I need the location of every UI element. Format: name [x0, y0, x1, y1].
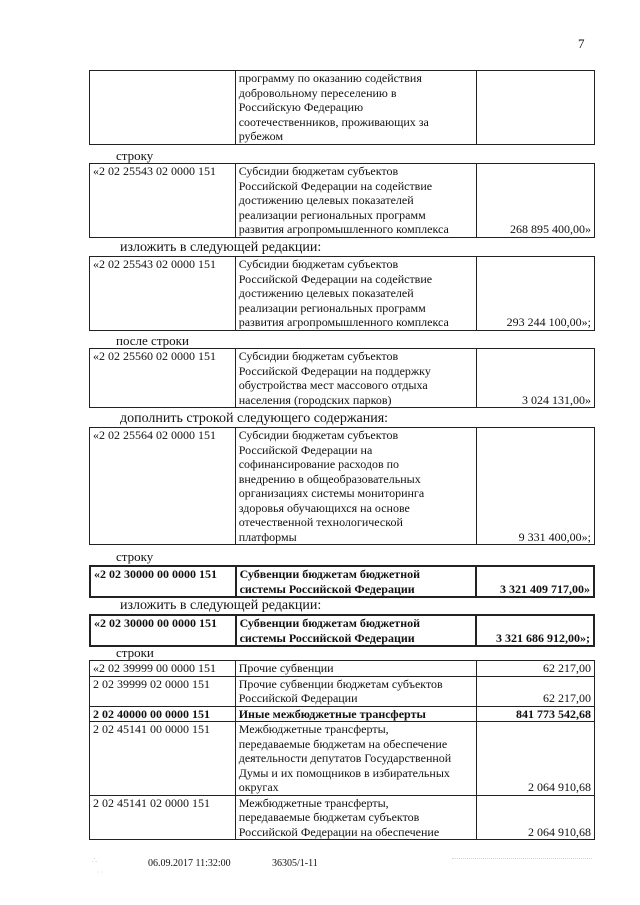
- table-row-25560: [89, 348, 595, 408]
- description-cell: Прочие субвенции бюджетам субъектов Российской Федерации: [235, 676, 476, 706]
- amount-cell: 841 773 542,68: [476, 706, 594, 722]
- description-cell: Субвенции бюджетам бюджетной системы Российской Федерации: [236, 566, 476, 597]
- description-cell: Межбюджетные трансферты, передаваемые бюджетам субъектов Российской Федерации на обеспечение: [235, 795, 476, 840]
- amount-cell: 62 217,00: [476, 661, 594, 677]
- code-cell: 2 02 39999 02 0000 151: [90, 676, 236, 706]
- table-row: [90, 428, 595, 545]
- amount-cell: 9 331 400,00»;: [476, 428, 594, 545]
- instruction-label: строку: [116, 148, 154, 163]
- code-cell: «2 02 25543 02 0000 151: [90, 164, 236, 238]
- amount-cell: [476, 71, 594, 145]
- code-cell: «2 02 25560 02 0000 151: [90, 349, 236, 408]
- footer-datetime: 06.09.2017 11:32:00: [148, 858, 231, 869]
- amount-cell: 2 064 910,68: [476, 722, 594, 796]
- instruction-label: строку: [116, 549, 154, 564]
- table-new-row-25543: [89, 256, 595, 331]
- description-cell: программу по оказанию содействия добровольному переселению в Российскую Федерацию соотечественников, проживающих за рубежом: [235, 71, 476, 145]
- instruction-label: строки: [116, 645, 154, 660]
- table-row: [90, 661, 595, 677]
- table-row: [90, 257, 595, 331]
- table-row: [90, 164, 595, 238]
- description-cell: Субсидии бюджетам субъектов Российской Федерации на поддержку обустройства мест массового отдыха населения (городских парков): [235, 349, 476, 408]
- amount-cell: 3 321 409 717,00»: [476, 566, 595, 597]
- code-cell: 2 02 40000 00 0000 151: [90, 706, 236, 722]
- description-cell: Прочие субвенции: [235, 661, 476, 677]
- table-row: [90, 722, 595, 796]
- instruction-label: дополнить строкой следующего содержания:: [120, 411, 389, 426]
- code-cell: [90, 71, 236, 145]
- code-cell: «2 02 30000 00 0000 151: [90, 566, 236, 597]
- instruction-label: изложить в следующей редакции:: [120, 598, 322, 613]
- amount-cell: 62 217,00: [476, 676, 594, 706]
- table-row: [90, 706, 595, 722]
- code-cell: «2 02 25564 02 0000 151: [90, 428, 236, 545]
- table-row: [90, 566, 594, 597]
- scan-mark: [452, 858, 592, 860]
- code-cell: «2 02 30000 00 0000 151: [90, 615, 236, 646]
- scan-mark: ∴: [92, 856, 98, 865]
- description-cell: Иные межбюджетные трансферты: [235, 706, 476, 722]
- amount-cell: 3 321 686 912,00»;: [476, 615, 595, 646]
- amount-cell: 268 895 400,00»: [476, 164, 594, 238]
- table-row: [90, 349, 595, 408]
- description-cell: Субсидии бюджетам субъектов Российской Федерации на содействие достижению целевых показателей реализации региональных программ развития агропромышленного комплекса: [235, 257, 476, 331]
- table-continuation: [89, 70, 595, 145]
- description-cell: Межбюджетные трансферты, передаваемые бюджетам на обеспечение деятельности депутатов Государственной Думы и их помощников в избирательных округах: [235, 722, 476, 796]
- instruction-label: изложить в следующей редакции:: [120, 240, 322, 255]
- instruction-label: после строки: [116, 333, 189, 348]
- description-cell: Субсидии бюджетам субъектов Российской Федерации на софинансирование расходов по внедрению в общеобразовательных организациях системы мониторинга здоровья обучающихся на основе отечественной технологической платформы: [235, 428, 476, 545]
- amount-cell: 3 024 131,00»: [476, 349, 594, 408]
- table-old-row-25543: [89, 163, 595, 238]
- table-row: [90, 71, 595, 145]
- table-row: [90, 676, 595, 706]
- description-cell: Субвенции бюджетам бюджетной системы Российской Федерации: [236, 615, 476, 646]
- table-new-row-30000: [89, 614, 595, 647]
- description-cell: Субсидии бюджетам субъектов Российской Федерации на содействие достижению целевых показателей реализации региональных программ развития агропромышленного комплекса: [235, 164, 476, 238]
- code-cell: 2 02 45141 00 0000 151: [90, 722, 236, 796]
- footer-doc-id: 36305/1-11: [272, 858, 318, 869]
- amount-cell: 2 064 910,68: [476, 795, 594, 840]
- table-old-row-30000: [89, 565, 595, 598]
- scan-mark: · ·: [96, 868, 104, 877]
- table-row: [90, 615, 594, 646]
- table-row: [90, 795, 595, 840]
- code-cell: 2 02 45141 02 0000 151: [90, 795, 236, 840]
- page-number: 7: [578, 36, 585, 51]
- amount-cell: 293 244 100,00»;: [476, 257, 594, 331]
- code-cell: «2 02 25543 02 0000 151: [90, 257, 236, 331]
- code-cell: «2 02 39999 00 0000 151: [90, 661, 236, 677]
- table-row-25564: [89, 427, 595, 545]
- table-rows-subventions: [89, 660, 595, 840]
